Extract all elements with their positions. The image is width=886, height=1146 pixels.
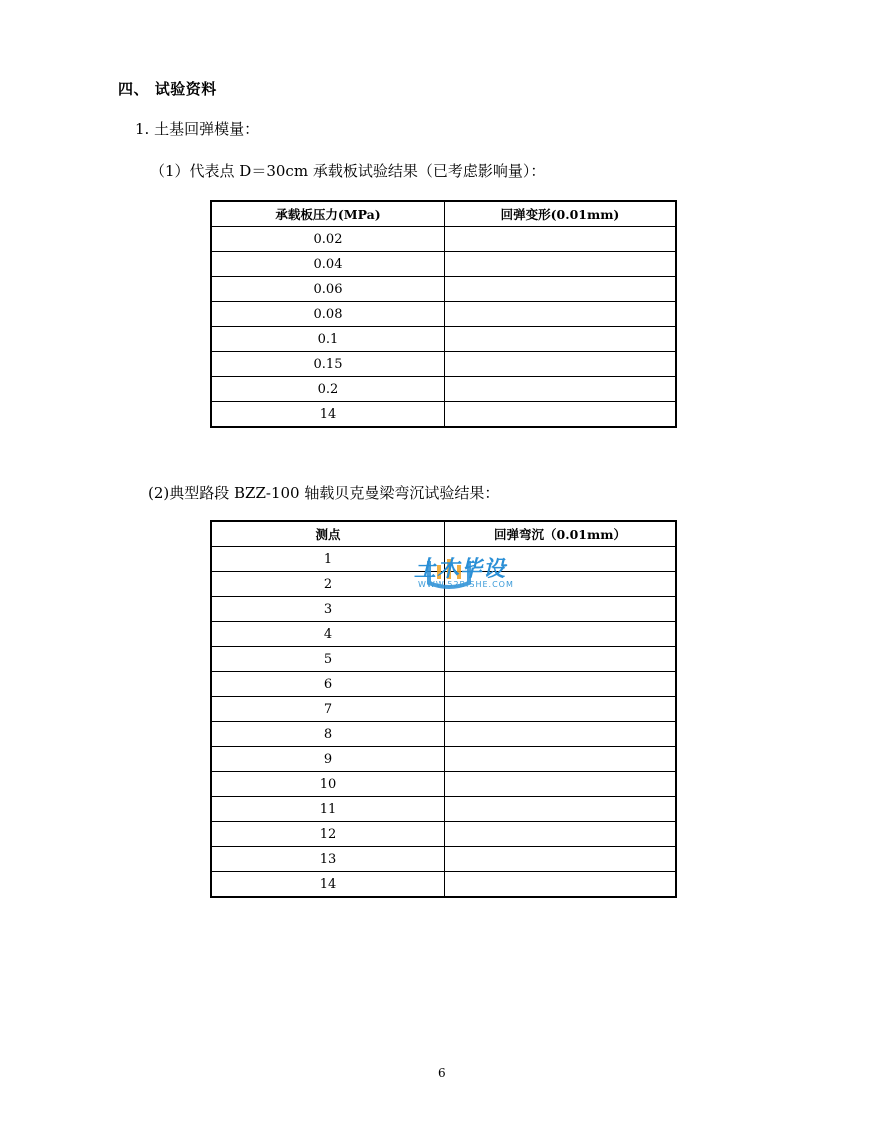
table-cell: 1 [211,547,445,572]
table-cell [445,822,677,847]
table-cell: 0.02 [211,227,445,252]
table-row [211,822,676,847]
table-cell: 0.15 [211,352,445,377]
table-cell: 12 [211,822,445,847]
table-cell [445,622,677,647]
table-row [211,227,676,252]
table-cell: 4 [211,622,445,647]
table-row [211,797,676,822]
table-row [211,647,676,672]
table-cell [445,402,677,428]
table-cell: 11 [211,797,445,822]
table-cell: 0.04 [211,252,445,277]
table-row [211,672,676,697]
table-cell [445,797,677,822]
table-cell: 2 [211,572,445,597]
table-row [211,622,676,647]
table-row [211,402,676,428]
table-cell: 9 [211,747,445,772]
bearing-plate-test-table [210,200,677,428]
table-cell [445,847,677,872]
table-cell: 0.1 [211,327,445,352]
table-row [211,277,676,302]
table-cell [445,377,677,402]
table-cell: 13 [211,847,445,872]
table-row [211,772,676,797]
table-row [211,377,676,402]
table-cell: 0.06 [211,277,445,302]
column-header: 回弹弯沉（0.01mm） [445,521,677,547]
column-header: 测点 [211,521,445,547]
table-row [211,327,676,352]
table-cell [445,722,677,747]
page-number: 6 [438,1066,446,1080]
table-cell [445,327,677,352]
table-row [211,352,676,377]
table-cell [445,872,677,898]
table-row [211,872,676,898]
subsection-heading: 1. 土基回弹模量： [135,120,260,138]
table-row [211,747,676,772]
table-row [211,302,676,327]
table-cell [445,747,677,772]
table-cell: 0.08 [211,302,445,327]
table-row [211,847,676,872]
table-cell: 7 [211,697,445,722]
table-header-row [211,201,676,227]
table-cell [445,772,677,797]
section-heading: 四、 试验资料 [118,80,217,98]
watermark-text: 土木毕设 [414,557,507,582]
column-header: 回弹变形(0.01mm) [445,201,677,227]
table-cell: 10 [211,772,445,797]
table-cell [445,227,677,252]
table-cell: 14 [211,402,445,428]
table-cell: 6 [211,672,445,697]
table-cell [445,647,677,672]
table-row [211,252,676,277]
watermark-url: WWW.52BISHE.COM [418,580,514,589]
table-cell: 0.2 [211,377,445,402]
table2-caption: (2)典型路段 BZZ-100 轴载贝克曼梁弯沉试验结果： [148,484,500,502]
table-cell: 3 [211,597,445,622]
table-cell [445,352,677,377]
table-cell [445,302,677,327]
table-cell [445,277,677,302]
table-cell [445,597,677,622]
table1-caption: （1）代表点 D＝30cm 承载板试验结果（已考虑影响量）： [150,162,546,180]
table-header-row [211,521,676,547]
table-cell: 5 [211,647,445,672]
table-row [211,697,676,722]
table-cell: 14 [211,872,445,898]
column-header: 承载板压力(MPa) [211,201,445,227]
table-row [211,597,676,622]
table-cell [445,252,677,277]
table-row [211,722,676,747]
table-cell [445,672,677,697]
table-cell [445,697,677,722]
table-cell: 8 [211,722,445,747]
